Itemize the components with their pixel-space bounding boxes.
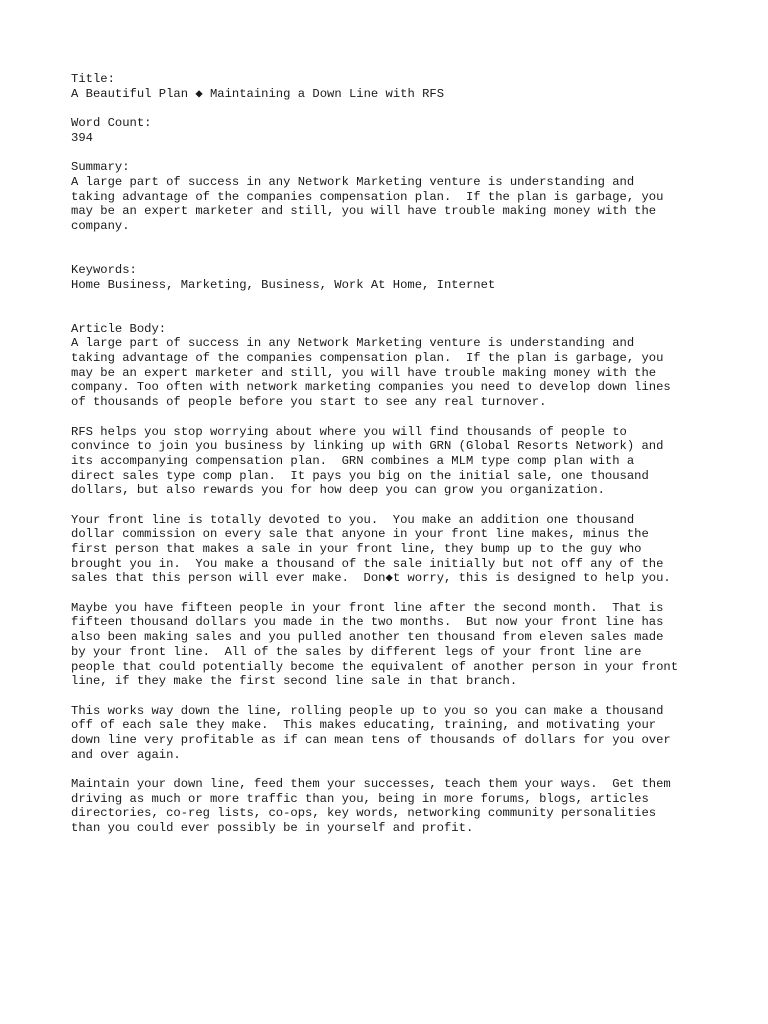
summary-line: company. — [71, 218, 130, 233]
paragraph-line: Maintain your down line, feed them your successes, teach them your ways. Get them — [71, 777, 671, 791]
spacer — [71, 586, 731, 601]
document-page — [71, 72, 731, 836]
word-count-label: Word Count: — [71, 116, 152, 131]
paragraph-line: RFS helps you stop worrying about where you will find thousands of people to — [71, 424, 627, 439]
spacer — [71, 234, 731, 249]
paragraph-line: may be an expert marketer and still, you will have trouble making money with the — [71, 365, 657, 380]
paragraph-line: and over again. — [71, 747, 181, 762]
spacer — [71, 248, 731, 263]
paragraph-line: Your front line is totally devoted to you. You make an addition one thousand — [71, 512, 635, 527]
article-paragraph — [71, 777, 731, 836]
spacer — [71, 307, 731, 322]
paragraph-line: also been making sales and you pulled another ten thousand from eleven sales made — [71, 630, 664, 645]
article-paragraph — [71, 601, 731, 689]
paragraph-line: than you could ever possibly be in yourself and profit. — [71, 821, 474, 836]
word-count-value: 394 — [71, 130, 93, 145]
paragraph-line: convince to join you business by linking up with GRN (Global Resorts Network) and — [71, 439, 664, 454]
summary-text — [71, 175, 731, 234]
paragraph-line: dollar commission on every sale that anyone in your front line makes, minus the — [71, 527, 649, 542]
paragraph-line: fifteen thousand dollars you made in the two months. But now your front line has — [71, 615, 664, 630]
spacer — [71, 101, 731, 116]
paragraph-line: Maybe you have fifteen people in your front line after the second month. That is — [71, 600, 664, 615]
paragraph-line: A large part of success in any Network Marketing venture is understanding and — [71, 336, 635, 351]
article-paragraph — [71, 704, 731, 763]
paragraph-line: of thousands of people before you start to see any real turnover. — [71, 395, 547, 410]
spacer — [71, 410, 731, 425]
paragraph-line: directories, co-reg lists, co-ops, key words, networking community personalities — [71, 806, 657, 821]
paragraph-line: people that could potentially become the equivalent of another person in your front — [71, 659, 679, 674]
keywords-value: Home Business, Marketing, Business, Work At Home, Internet — [71, 277, 496, 292]
article-paragraph — [71, 513, 731, 586]
spacer — [71, 762, 731, 777]
paragraph-line: dollars, but also rewards you for how deep you can grow you organization. — [71, 483, 605, 498]
paragraph-line: company. Too often with network marketing companies you need to develop down lines — [71, 380, 671, 395]
summary-line: may be an expert marketer and still, you will have trouble making money with the — [71, 204, 657, 219]
title-label: Title: — [71, 72, 115, 86]
spacer — [71, 292, 731, 307]
paragraph-line: direct sales type comp plan. It pays you big on the initial sale, one thousand — [71, 468, 649, 483]
paragraph-line: by your front line. All of the sales by different legs of your front line are — [71, 644, 642, 659]
paragraph-line: brought you in. You make a thousand of the sale initially but not off any of the — [71, 556, 664, 571]
summary-line: A large part of success in any Network Marketing venture is understanding and — [71, 174, 635, 189]
paragraph-line: first person that makes a sale in your front line, they bump up to the guy who — [71, 542, 642, 556]
summary-label: Summary: — [71, 160, 130, 175]
paragraph-line: driving as much or more traffic than you, being in more forums, blogs, articles — [71, 791, 649, 806]
article-paragraph — [71, 336, 731, 409]
paragraph-line: taking advantage of the companies compensation plan. If the plan is garbage, you — [71, 351, 664, 366]
article-body-label: Article Body: — [71, 321, 167, 336]
paragraph-line: line, if they make the first second line sale in that branch. — [71, 674, 518, 689]
keywords-label: Keywords: — [71, 262, 137, 277]
paragraph-line: its accompanying compensation plan. GRN combines a MLM type comp plan with a — [71, 453, 635, 468]
spacer — [71, 498, 731, 513]
paragraph-line: This works way down the line, rolling people up to you so you can make a thousand — [71, 703, 664, 718]
spacer — [71, 145, 731, 160]
article-title: A Beautiful Plan ◆ Maintaining a Down Line with RFS — [71, 86, 445, 101]
spacer — [71, 689, 731, 704]
paragraph-line: off of each sale they make. This makes educating, training, and motivating your — [71, 718, 657, 733]
article-paragraph — [71, 425, 731, 498]
paragraph-line: down line very profitable as if can mean tens of thousands of dollars for you over — [71, 732, 671, 747]
paragraph-line: sales that this person will ever make. Don◆t worry, this is designed to help you. — [71, 571, 671, 586]
summary-line: taking advantage of the companies compensation plan. If the plan is garbage, you — [71, 189, 664, 204]
